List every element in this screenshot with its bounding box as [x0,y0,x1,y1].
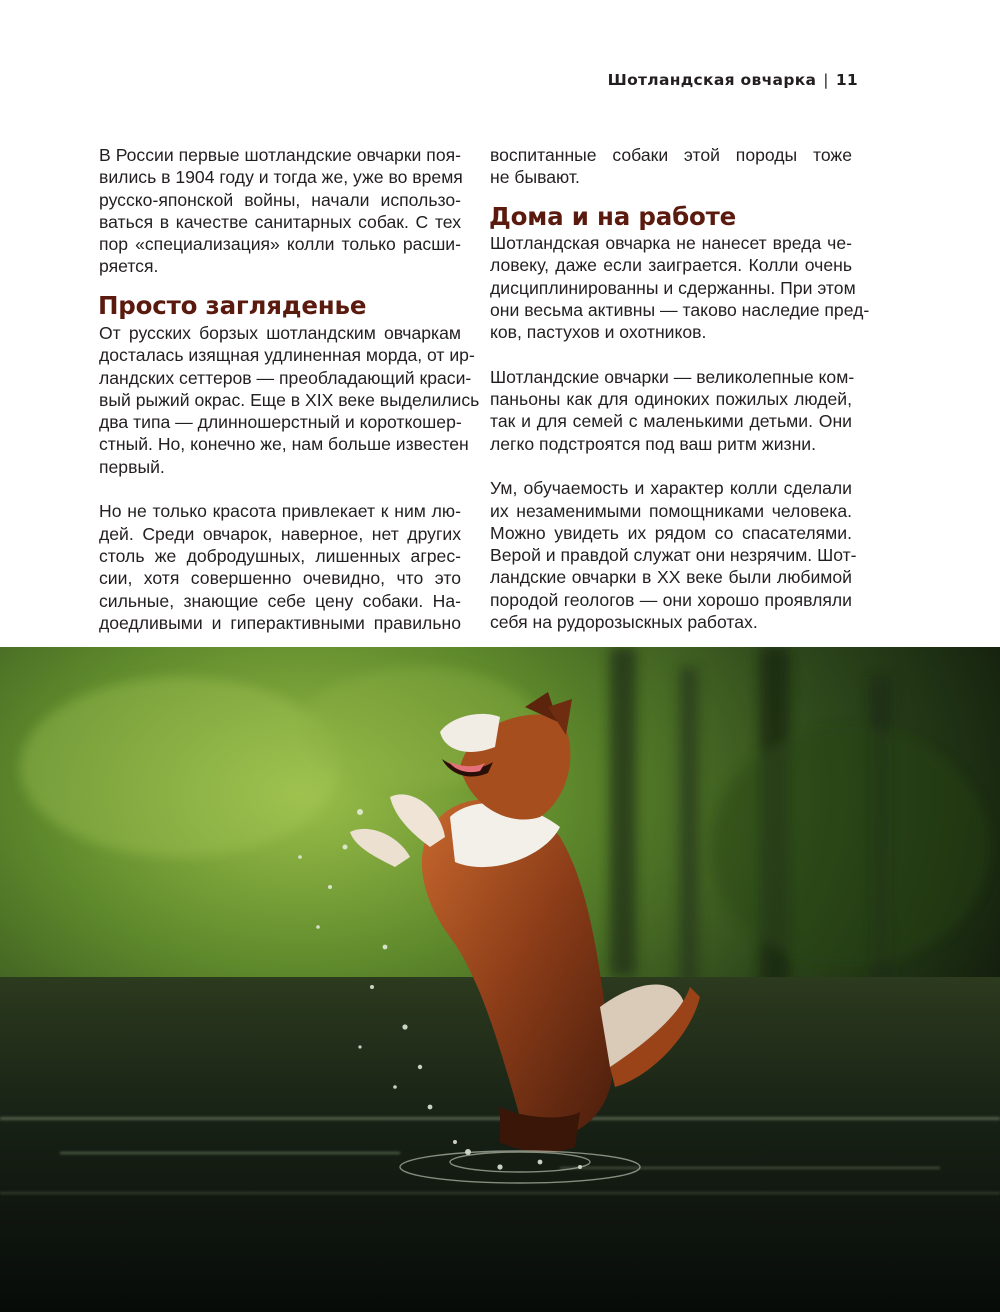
text-line: досталась изящная удлиненная морда, от ир- [99,345,475,366]
paragraph-work [490,477,857,633]
text-line: От русских борзых шотландским овчаркам [99,323,461,343]
text-line: они весьма активны — таково наследие пред- [490,299,870,320]
text-line: воспитанные собаки этой породы тоже [490,145,852,165]
page-number: 11 [835,71,858,89]
text-line: Можно увидеть их рядом со спасателями. [490,522,852,543]
text-line: ряется. [99,256,159,277]
right-column-body [490,232,870,633]
heading-prosto-zaglyadenie: Просто загляденье [98,291,367,320]
text-line: ловеку, даже если заиграется. Колли очень [490,255,852,276]
text-line: стный. Но, конечно же, нам больше известен [99,434,469,455]
section-title: Шотландская овчарка [607,71,817,89]
text-line: сильные, знающие себе цену собаки. На- [99,590,461,611]
text-line: вились в 1904 году и тогда же, уже во время [99,167,463,188]
text-line: Шотландская овчарка не нанесет вреда че- [490,233,852,253]
text-line: сии, хотя совершенно очевидно, что это [99,568,461,589]
text-line: первый. [99,456,165,477]
text-line: породой геологов — они хорошо проявляли [490,589,852,610]
text-line: ваться в качестве санитарных собак. С тех [99,211,461,232]
text-line: Верой и правдой служат они незрячим. Шот- [490,545,857,566]
text-line: дисциплинированны и сдержанны. При этом [490,277,856,298]
text-line: ландских сеттеров — преобладающий краси- [99,367,472,388]
paragraph-companions [490,366,855,455]
text-line: ландские овчарки в XX веке были любимой [490,567,852,588]
text-line: вый рыжий окрас. Еще в XIX веке выделились [99,389,480,410]
right-column-top [490,144,852,189]
header-separator: | [823,71,829,89]
text-line: себя на рудорозыскных работах. [490,612,758,633]
text-line: пор «специализация» колли только расши- [99,234,461,255]
text-line: доедливыми и гиперактивными правильно [99,612,461,633]
collie-in-water-photo [0,647,1000,1312]
intro-paragraph [99,144,461,278]
paragraph-temperament [99,500,461,634]
paragraph-appearance [99,322,480,478]
text-line: дей. Среди овчарок, наверное, нет других [99,523,461,544]
paragraph-home [490,232,870,343]
text-line: так и для семей с маленькими детьми. Они [490,411,852,432]
continuation-paragraph [490,144,852,189]
text-line: Но не только красота привлекает к ним лю- [99,501,461,522]
text-line: два типа — длинношерстный и короткошер- [99,412,462,433]
text-line: ков, пастухов и охотников. [490,322,707,343]
left-column-body [99,322,480,634]
text-line: Ум, обучаемость и характер колли сделали [490,478,852,499]
text-line: Шотландские овчарки — великолепные ком- [490,366,855,387]
running-head [608,69,858,91]
text-line: легко подстроятся под ваш ритм жизни. [490,433,817,454]
text-line: не бывают. [490,167,580,188]
text-line: их незаменимыми помощниками человека. [490,500,852,521]
text-line: В России первые шотландские овчарки поя- [99,145,461,165]
text-line: паньоны как для одиноких пожилых людей, [490,389,852,410]
heading-doma-i-na-rabote: Дома и на работе [489,202,737,231]
text-line: русско-японской войны, начали использо- [99,189,461,210]
left-column [99,144,461,278]
text-line: столь же добродушных, лишенных агрес- [99,545,461,566]
